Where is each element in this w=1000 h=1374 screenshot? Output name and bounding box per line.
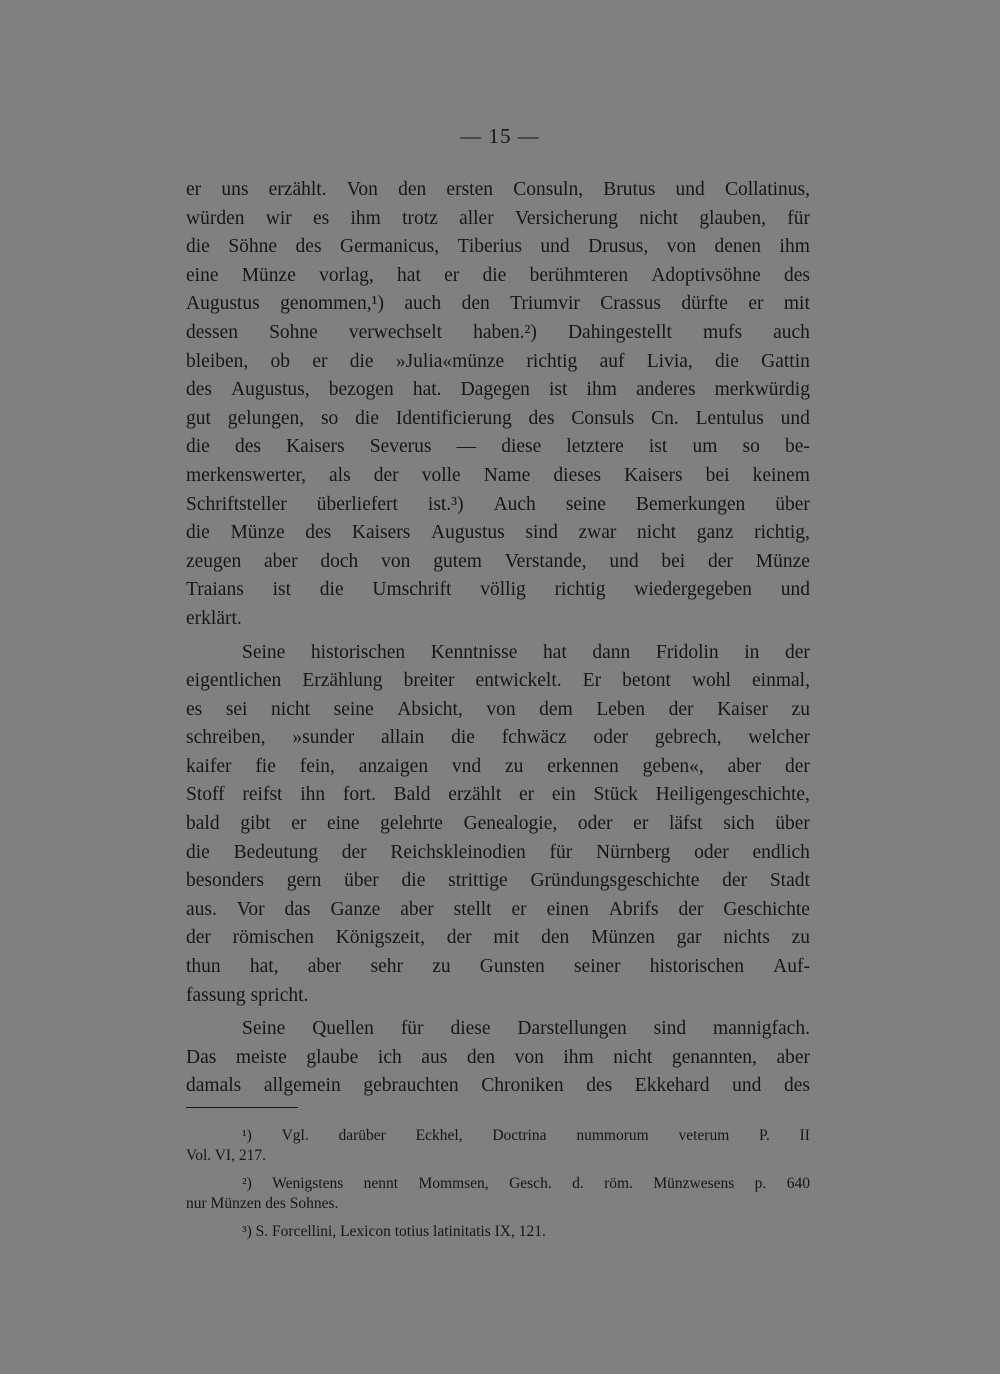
text-line: merkenswerter, als der volle Name dieses Kaisers bei keinem	[186, 464, 810, 486]
footnote-line: Vol. VI, 217.	[186, 1147, 266, 1164]
text-line: erklärt.	[186, 607, 242, 629]
text-line: er uns erzählt. Von den ersten Consuln, Brutus und Collatinus,	[186, 179, 810, 200]
text-line: dessen Sohne verwechselt haben.²) Dahingestellt mufs auch	[186, 321, 810, 343]
text-line: Traians ist die Umschrift völlig richtig wiedergegeben und	[186, 579, 810, 601]
text-line: die Söhne des Germanicus, Tiberius und Drusus, von denen ihm	[186, 236, 810, 258]
text-line: fassung spricht.	[186, 984, 309, 1006]
text-line: kaifer fie fein, anzaigen vnd zu erkennen geben«, aber der	[186, 755, 810, 777]
text-line: des Augustus, bezogen hat. Dagegen ist ihm anderes merkwürdig	[186, 379, 810, 401]
text-line: bleiben, ob er die »Julia«münze richtig auf Livia, die Gattin	[186, 350, 810, 372]
text-line: thun hat, aber sehr zu Gunsten seiner historischen Auf-	[186, 956, 810, 978]
footnotes	[186, 1126, 810, 1250]
footnote-separator	[186, 1107, 298, 1108]
text-line: gut gelungen, so die Identificierung des Consuls Cn. Lentulus und	[186, 407, 810, 429]
page-number: — 15 —	[460, 124, 540, 148]
text-line: Stoff reifst ihn fort. Bald erzählt er ein Stück Heiligengeschichte,	[186, 784, 810, 806]
text-line: zeugen aber doch von gutem Verstande, und bei der Münze	[186, 550, 810, 572]
text-line: besonders gern über die strittige Gründungsgeschichte der Stadt	[186, 870, 810, 892]
body-text	[186, 176, 810, 1101]
text-line: Schriftsteller überliefert ist.³) Auch seine Bemerkungen über	[186, 493, 810, 515]
text-line: die des Kaisers Severus — diese letztere ist um so be-	[186, 436, 810, 458]
footnote	[186, 1126, 810, 1166]
text-line: Das meiste glaube ich aus den von ihm nicht genannten, aber	[186, 1046, 810, 1068]
text-line: die Münze des Kaisers Augustus sind zwar nicht ganz richtig,	[186, 522, 810, 544]
text-line: damals allgemein gebrauchten Chroniken des Ekkehard und des	[186, 1075, 810, 1097]
footnote-line: ²) Wenigstens nennt Mommsen, Gesch. d. röm. Münzwesens p. 640	[242, 1175, 810, 1192]
text-line: bald gibt er eine gelehrte Genealogie, oder er läfst sich über	[186, 813, 810, 835]
text-line: eigentlichen Erzählung breiter entwickelt. Er betont wohl einmal,	[186, 670, 810, 692]
footnote-line: ¹) Vgl. darüber Eckhel, Doctrina nummorum veterum P. II	[242, 1127, 810, 1144]
text-line: Seine Quellen für diese Darstellungen sind mannigfach.	[242, 1018, 810, 1040]
footnote-line: nur Münzen des Sohnes.	[186, 1195, 339, 1212]
text-line: schreiben, »sunder allain die fchwäcz oder gebrech, welcher	[186, 727, 810, 749]
text-line: der römischen Königszeit, der mit den Münzen gar nichts zu	[186, 927, 810, 949]
text-line: aus. Vor das Ganze aber stellt er einen Abrifs der Geschichte	[186, 898, 810, 920]
footnote	[186, 1222, 810, 1242]
footnote	[186, 1174, 810, 1214]
text-line: Seine historischen Kenntnisse hat dann Fridolin in der	[242, 641, 810, 663]
text-line: würden wir es ihm trotz aller Versicherung nicht glauben, für	[186, 207, 810, 229]
footnote-line: ³) S. Forcellini, Lexicon totius latinitatis IX, 121.	[242, 1223, 546, 1240]
text-line: eine Münze vorlag, hat er die berühmteren Adoptivsöhne des	[186, 264, 810, 286]
text-line: Augustus genommen,¹) auch den Triumvir Crassus dürfte er mit	[186, 293, 810, 315]
text-line: es sei nicht seine Absicht, von dem Leben der Kaiser zu	[186, 698, 810, 720]
text-line: die Bedeutung der Reichskleinodien für Nürnberg oder endlich	[186, 841, 810, 863]
